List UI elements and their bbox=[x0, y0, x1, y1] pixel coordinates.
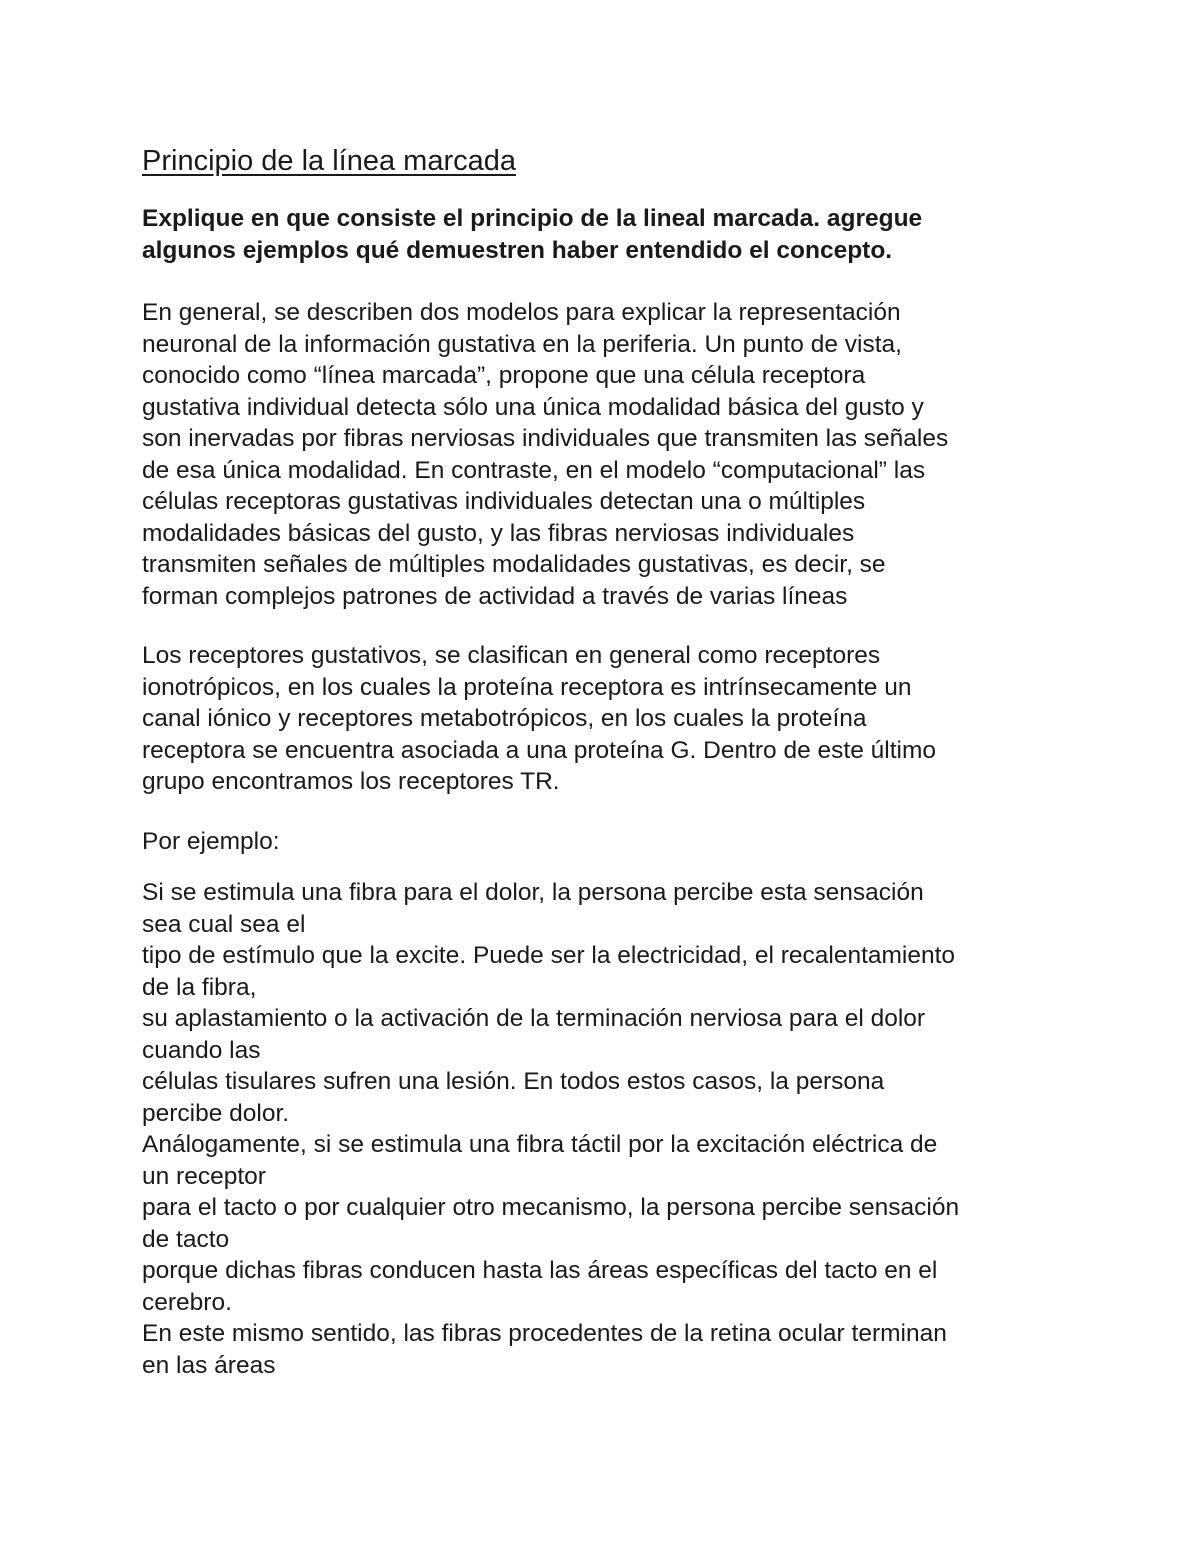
text-line: de esa única modalidad. En contraste, en el modelo “computacional” las bbox=[142, 456, 926, 484]
text-line: conocido como “línea marcada”, propone que una célula receptora bbox=[142, 362, 866, 389]
text-line: cuando las bbox=[142, 1036, 261, 1064]
text-line: un receptor bbox=[142, 1162, 266, 1190]
example-label bbox=[142, 826, 1142, 858]
document-title: Principio de la línea marcada bbox=[142, 145, 516, 177]
text-line: canal iónico y receptores metabotrópicos, en los cuales la proteína bbox=[142, 705, 867, 732]
text-line: células receptoras gustativas individuales detectan una o múltiples bbox=[142, 488, 866, 515]
text-line: porque dichas fibras conducen hasta las áreas específicas del tacto en el bbox=[142, 1257, 938, 1284]
paragraph-examples bbox=[142, 877, 1142, 1381]
text-line: Los receptores gustativos, se clasifican en general como receptores bbox=[142, 642, 881, 669]
paragraph-receptors bbox=[142, 640, 1142, 798]
text-line: transmiten señales de múltiples modalidades gustativas, es decir, se bbox=[142, 551, 886, 578]
text-line: modalidades básicas del gusto, y las fibras nerviosas individuales bbox=[142, 519, 855, 547]
example-label-text: Por ejemplo: bbox=[142, 828, 280, 855]
text-line: su aplastamiento o la activación de la terminación nerviosa para el dolor bbox=[142, 1005, 926, 1032]
question-text bbox=[142, 203, 1102, 266]
text-line: forman complejos patrones de actividad a través de varias líneas bbox=[142, 582, 848, 610]
text-line: percibe dolor. bbox=[142, 1099, 290, 1127]
text-line: neuronal de la información gustativa en la periferia. Un punto de vista, bbox=[142, 330, 902, 358]
text-line: sea cual sea el bbox=[142, 910, 306, 938]
question-line: algunos ejemplos qué demuestren haber entendido el concepto. bbox=[142, 236, 893, 264]
paragraph-models bbox=[142, 297, 1142, 612]
text-line: Si se estimula una fibra para el dolor, la persona percibe esta sensación bbox=[142, 879, 924, 906]
text-line: gustativa individual detecta sólo una única modalidad básica del gusto y bbox=[142, 393, 924, 421]
text-line: en las áreas bbox=[142, 1351, 276, 1379]
question-line: Explique en que consiste el principio de la lineal marcada. agregue bbox=[142, 205, 923, 232]
text-line: tipo de estímulo que la excite. Puede ser la electricidad, el recalentamiento bbox=[142, 942, 956, 969]
text-line: de tacto bbox=[142, 1225, 230, 1253]
text-line: En general, se describen dos modelos para explicar la representación bbox=[142, 299, 901, 326]
text-line: de la fibra, bbox=[142, 973, 257, 1001]
text-line: En este mismo sentido, las fibras procedentes de la retina ocular terminan bbox=[142, 1320, 947, 1347]
text-line: ionotrópicos, en los cuales la proteína receptora es intrínsecamente un bbox=[142, 673, 912, 701]
text-line: grupo encontramos los receptores TR. bbox=[142, 768, 560, 795]
text-line: para el tacto o por cualquier otro mecanismo, la persona percibe sensación bbox=[142, 1194, 960, 1221]
text-line: cerebro. bbox=[142, 1288, 232, 1316]
text-line: son inervadas por fibras nerviosas individuales que transmiten las señales bbox=[142, 425, 949, 452]
text-line: Análogamente, si se estimula una fibra táctil por la excitación eléctrica de bbox=[142, 1131, 938, 1158]
text-line: receptora se encuentra asociada a una proteína G. Dentro de este último bbox=[142, 736, 937, 764]
text-line: células tisulares sufren una lesión. En todos estos casos, la persona bbox=[142, 1068, 885, 1095]
